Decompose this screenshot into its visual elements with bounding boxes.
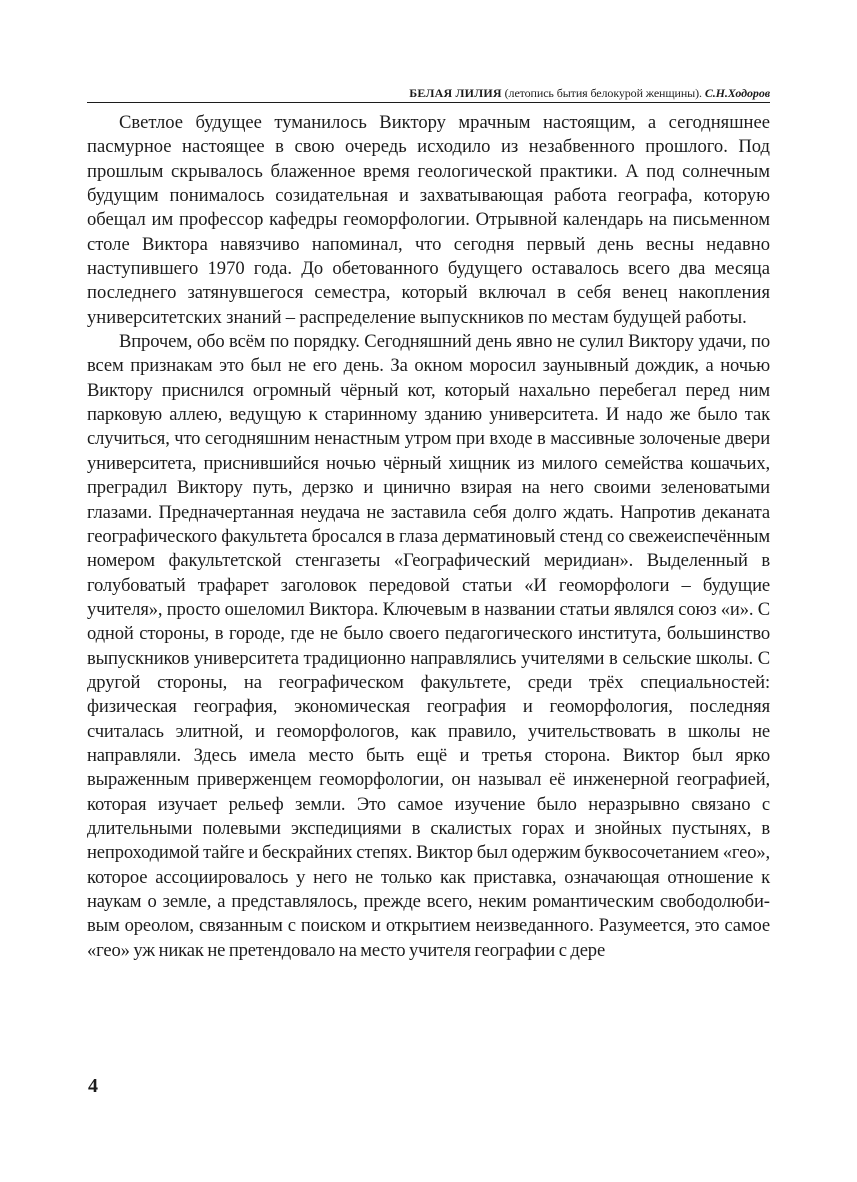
page-number: 4 (88, 1075, 98, 1097)
author-name: С.Н.Ходоров (704, 86, 770, 100)
paragraph-1: Светлое будущее туманилось Виктору мрачным настоящим, а сегодняшнее пасмурное настоящее в свою очередь исходило из незабвенного прошлого. Под прошлым скрывалось блаженное время геологической практики. А под солнечным будущим понималось созидательная и захватывающая работа географа, которую обещал им профессор кафедры геоморфологии. Отрывной календарь на письменном столе Виктора навязчиво напоминал, что сегодня первый день весны недавно наступившего 1970 года. До обетованного будущего оставалось всего два месяца последнего затянувшегося семестра, который включал в себя венец накопления университетских знаний – распределение выпускников по местам будущей работы. (87, 112, 770, 328)
body-text (87, 111, 770, 963)
paragraph-2: Впрочем, обо всём по порядку. Сегодняшний день явно не сулил Виктору удачи, по всем признакам это был не его день. За окном моросил заунывный дождик, а ночью Виктору приснился огромный чёрный кот, который нахально перебегал перед ним парковую аллею, ведущую к старинному зданию университета. И надо же было так случиться, что сегодняшним ненастным утром при входе в массивные золоченые двери университета, приснившийся ночью чёрный хищник из милого семейства кошачьих, преградил Виктору путь, дерзко и цинично взирая на него своими зеленоватыми глазами. Предначертанная неудача не заставила себя долго ждать. Напротив деканата географического факультета бросался в глаза дерматиновый стенд со свежеиспечённым номером факультетской стенгазеты «Географический меридиан». Выделенный в голубоватый трафарет заголовок передовой статьи «И геоморфологи – будущие учителя», просто ошеломил Виктора. Ключевым в названии статьи являлся союз «и». С одной стороны, в городе, где не было своего педагогического института, большинство выпускников университета традиционно направлялись учителями в сельские школы. С другой стороны, на географическом факультете, среди трёх специальностей: физическая география, экономическая география и геоморфология, последняя считалась элитной, и геоморфологов, как правило, учительствовать в школы не направляли. Здесь имела место быть ещё и третья сторона. Виктор был ярко выраженным приверженцем геоморфологии, он называл её инженерной географией, которая изучает рельеф земли. Это самое изучение было неразрывно связано с длительными полевыми экспедициями в скалистых горах и знойных пустынях, в непроходимой тайге и бескрайних степях. Виктор был одержим буквосочетанием «гео», которое ассоциировалось у него не только как приставка, означающая отношение к наукам о земле, а представлялось, прежде всего, неким романтическим свободолюбивым ореолом, связанным с поиском и открытием неизведанного. Разумеется, это самое «гео» уж никак не претендовало на место учителя географии с дере (87, 331, 770, 961)
book-subtitle: (летопись бытия белокурой женщины). (501, 86, 705, 100)
running-head (87, 86, 770, 103)
book-page (87, 86, 770, 963)
book-title: БЕЛАЯ ЛИЛИЯ (409, 86, 502, 100)
